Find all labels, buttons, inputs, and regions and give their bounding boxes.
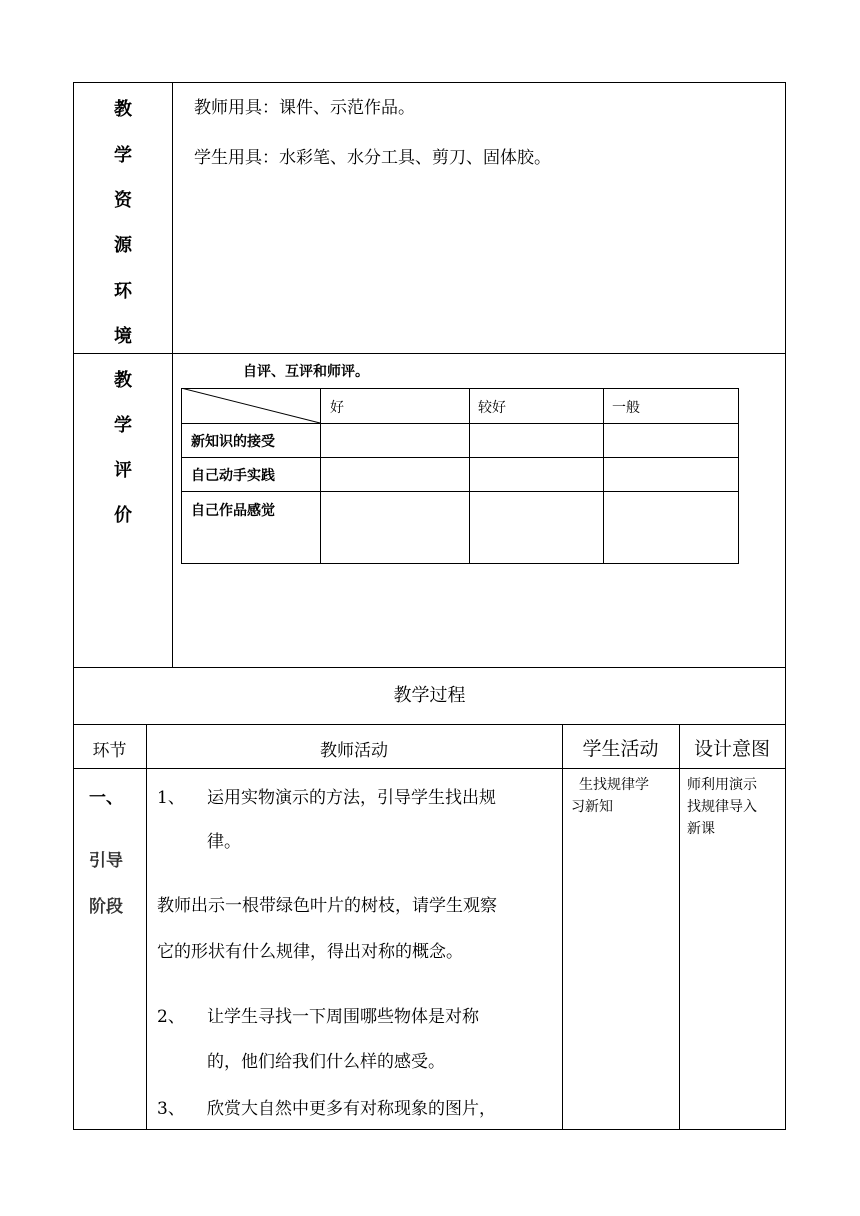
paragraph-line2: 它的形状有什么规律，得出对称的概念。	[157, 942, 463, 962]
resources-heading-char: 教	[114, 99, 132, 120]
process-col-divider-1	[146, 724, 147, 1130]
design-intent-line2: 找规律导入	[687, 799, 757, 815]
design-intent-line3: 新课	[687, 821, 715, 837]
item1-line2: 律。	[207, 832, 241, 852]
resources-heading-char: 源	[114, 235, 132, 256]
eval-col-header: 一般	[612, 400, 640, 416]
process-col-divider-2	[562, 724, 563, 1130]
upper-label-divider	[172, 82, 173, 667]
item3-line1: 欣赏大自然中更多有对称现象的图片，	[207, 1099, 496, 1119]
evaluation-heading-char: 价	[114, 505, 132, 526]
item2-number: 2、	[157, 1007, 185, 1027]
item3-number: 3、	[157, 1099, 185, 1119]
resources-heading-char: 资	[114, 190, 132, 211]
eval-col-header: 较好	[478, 400, 506, 416]
eval-table-line	[469, 388, 470, 564]
eval-row-label: 自己动手实践	[191, 468, 275, 484]
table-border-left	[73, 82, 74, 1130]
header-student-activity: 学生活动	[582, 738, 659, 760]
item1-number: 1、	[157, 788, 185, 808]
paragraph-line1: 教师出示一根带绿色叶片的树枝，请学生观察	[157, 896, 497, 916]
student-tools: 学生用具：水彩笔、水分工具、剪刀、固体胶。	[194, 148, 551, 168]
eval-table-line	[738, 388, 739, 564]
evaluation-heading-char: 教	[114, 370, 132, 391]
resources-heading-char: 境	[114, 326, 132, 347]
eval-row-label: 新知识的接受	[191, 434, 275, 450]
resources-heading-char: 学	[114, 145, 132, 166]
eval-table-line	[603, 388, 604, 564]
eval-col-header: 好	[330, 400, 344, 416]
stage-number: 一、	[89, 788, 123, 808]
eval-table-line	[181, 563, 739, 564]
student-activity-line1: 生找规律学	[579, 777, 649, 793]
item1-line1: 运用实物演示的方法，引导学生找出规	[207, 788, 496, 808]
process-col-divider-3	[679, 724, 680, 1130]
item2-line1: 让学生寻找一下周围哪些物体是对称	[207, 1007, 479, 1027]
eval-table-line	[181, 491, 739, 492]
student-activity-line2: 习新知	[571, 799, 613, 815]
eval-table-line	[181, 457, 739, 458]
table-border-top	[73, 82, 786, 83]
resources-heading-char: 环	[114, 281, 132, 302]
header-design-intent: 设计意图	[693, 738, 770, 760]
item2-line2: 的，他们给我们什么样的感受。	[207, 1052, 445, 1072]
row-divider-resources	[73, 353, 786, 354]
eval-table-diagonal	[181, 388, 321, 424]
evaluation-heading-char: 评	[114, 460, 132, 481]
design-intent-line1: 师利用演示	[687, 777, 757, 793]
table-border-right	[785, 82, 786, 1130]
eval-row-label: 自己作品感觉	[191, 503, 275, 519]
stage-name-line1: 引导	[89, 851, 123, 871]
teacher-tools: 教师用具：课件、示范作品。	[194, 98, 415, 118]
header-stage: 环节	[92, 741, 127, 761]
evaluation-heading-char: 学	[114, 415, 132, 436]
evaluation-intro: 自评、互评和师评。	[243, 364, 369, 380]
process-title: 教学过程	[393, 685, 466, 706]
header-teacher-activity: 教师活动	[320, 741, 388, 761]
row-divider-evaluation	[73, 667, 786, 668]
stage-name-line2: 阶段	[89, 897, 123, 917]
